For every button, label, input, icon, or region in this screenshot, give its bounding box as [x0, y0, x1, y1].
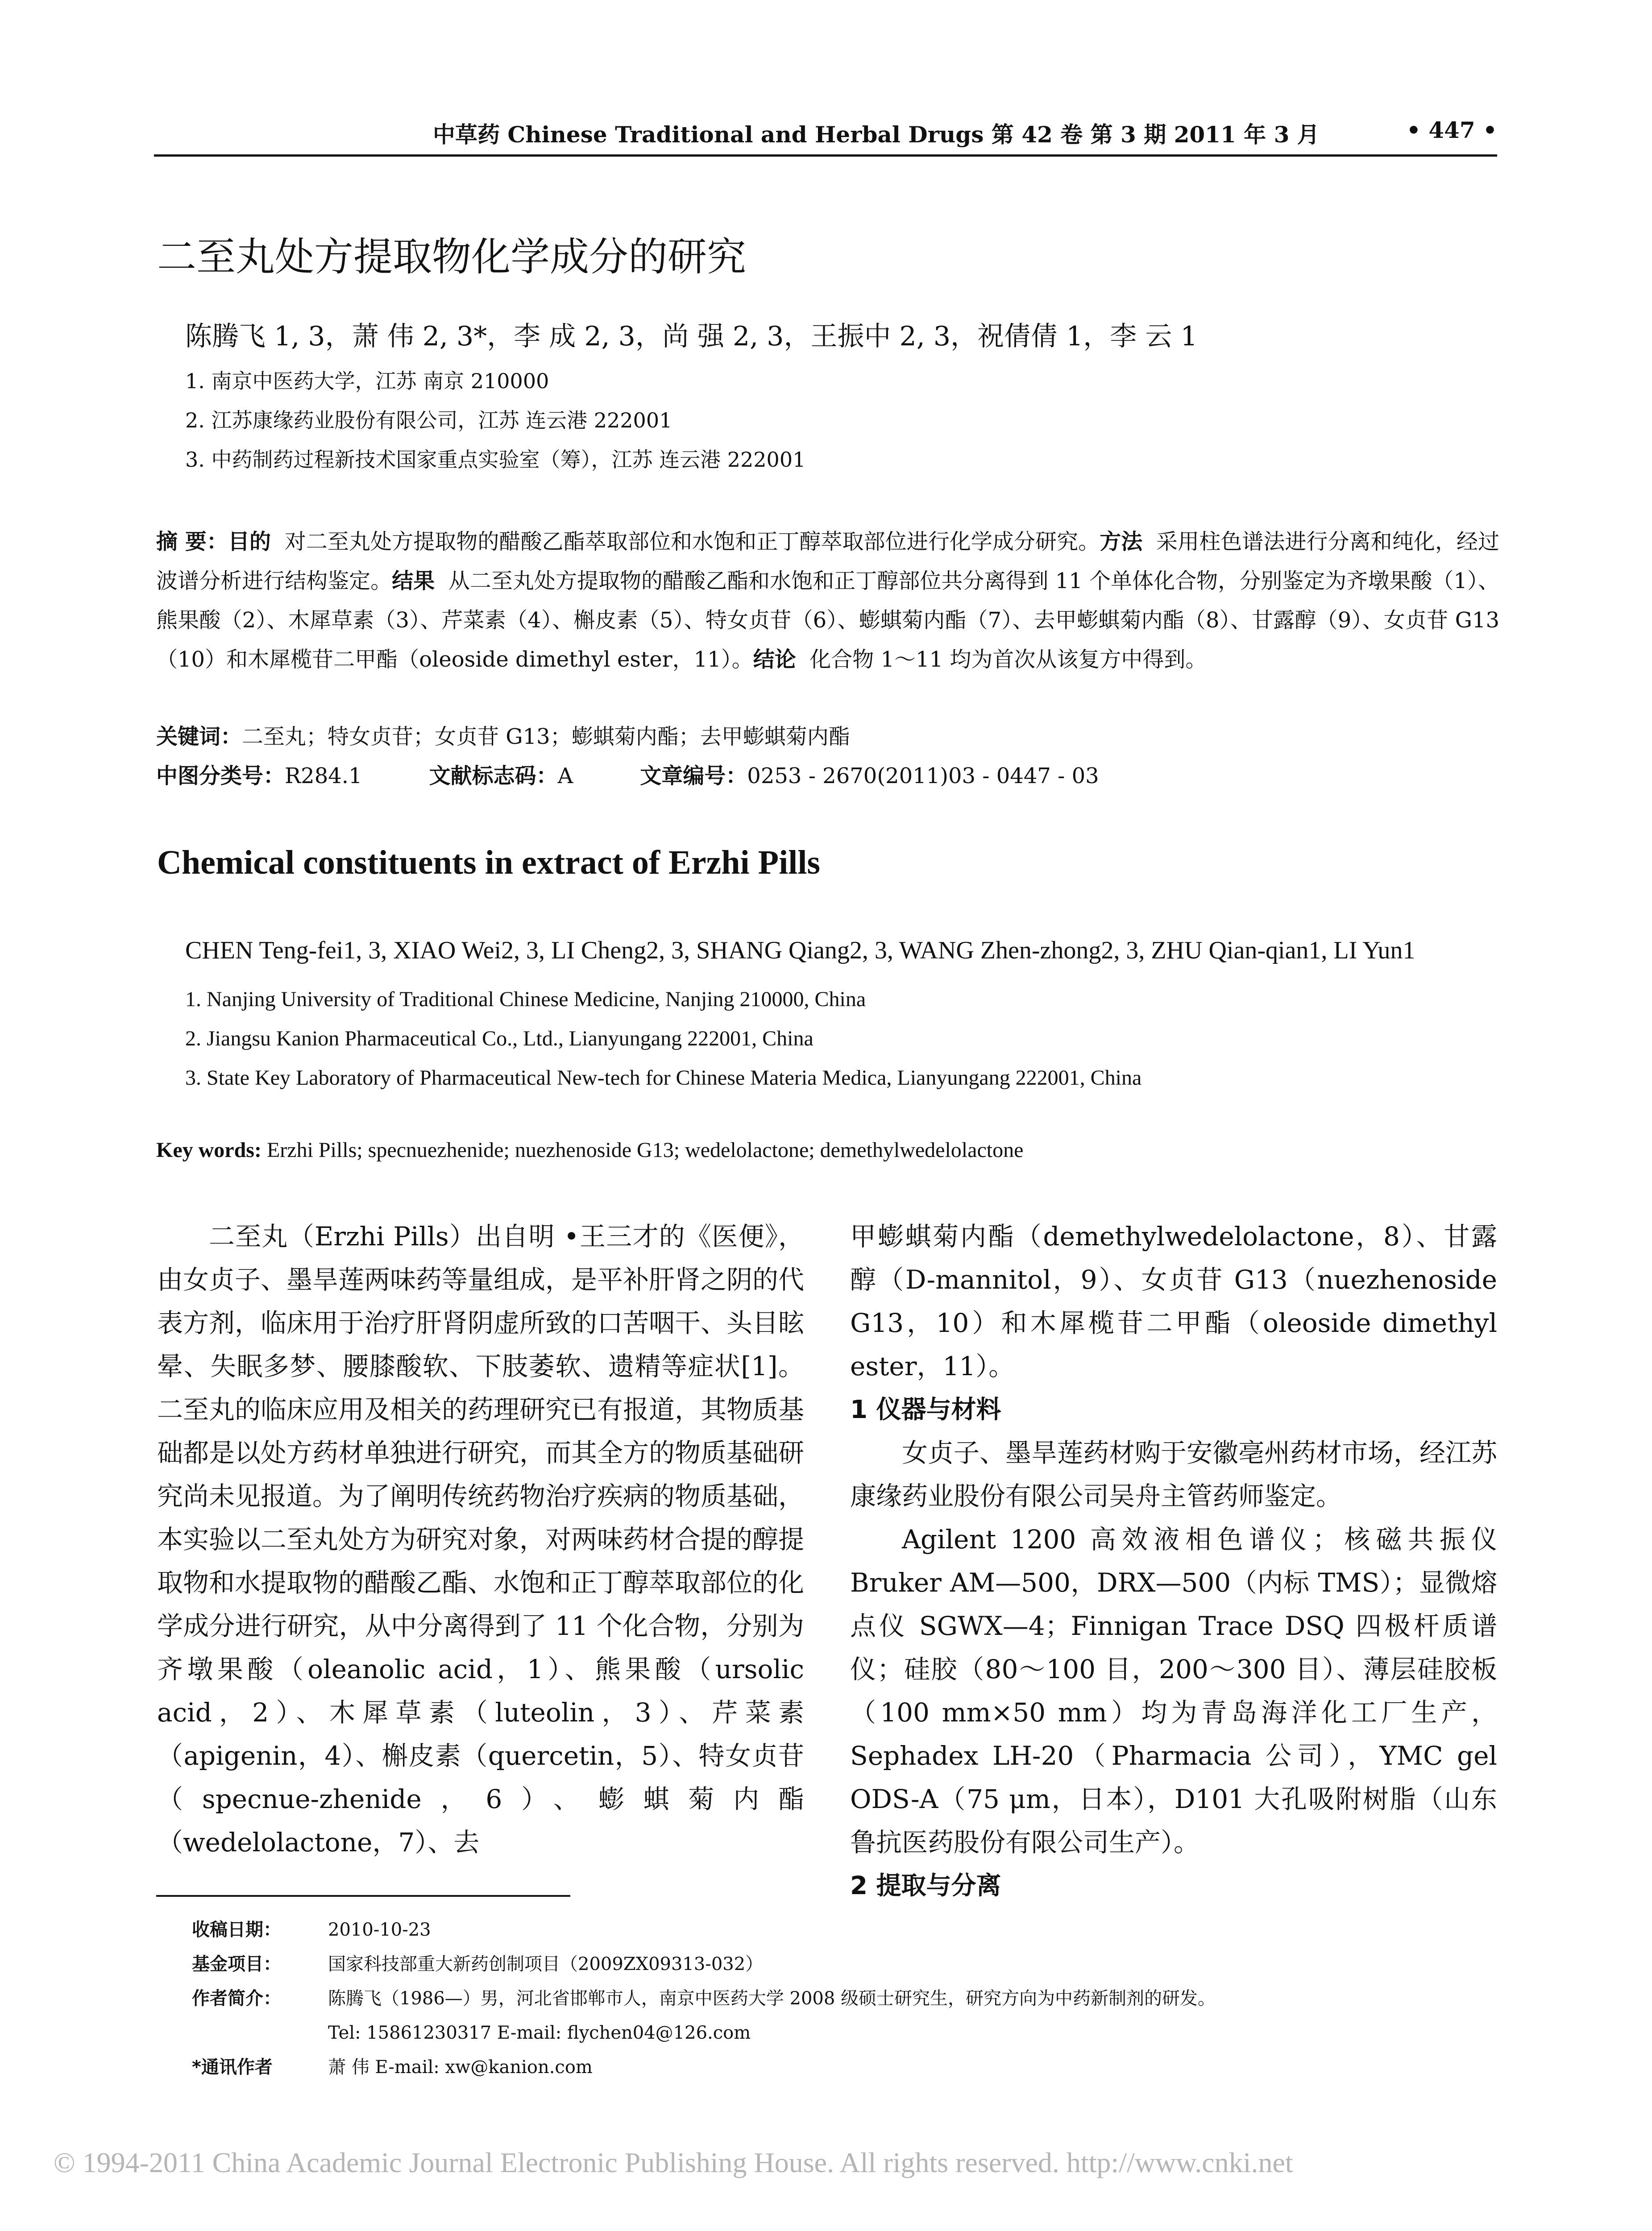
received-date: 2010-10-23 — [328, 1920, 431, 1940]
affiliations-cn — [185, 361, 805, 479]
footnote-bio — [192, 1982, 1216, 2016]
intro-continuation: 甲蟛蜞菊内酯（demethylwedelolactone，8）、甘露醇（D-mannitol，9）、女贞苷 G13（nuezhenoside G13，10）和木犀榄苷二甲酯（oleoside dimethyl ester，11）。 — [850, 1221, 1497, 1381]
fund-text: 国家科技部重大新药创制项目（2009ZX09313-032） — [328, 1954, 764, 1974]
footnote-fund — [192, 1947, 1216, 1982]
clc-value: R284.1 — [285, 763, 362, 788]
contact-text: Tel: 15861230317 E-mail: flychen04@126.com — [328, 2023, 751, 2043]
classification-line — [156, 759, 1099, 789]
footnote-corresponding — [192, 2050, 1216, 2085]
conclusion-text: 化合物 1～11 均为首次从该复方中得到。 — [809, 647, 1207, 672]
affiliation-cn-2: 2. 江苏康缘药业股份有限公司，江苏 连云港 222001 — [185, 408, 672, 432]
header-rule — [154, 154, 1497, 157]
article-no-label: 文章编号： — [640, 763, 747, 788]
body-right-column — [850, 1215, 1497, 1908]
journal-header: 中草药 Chinese Traditional and Herbal Drugs 第 42 卷 第 3 期 2011 年 3 月 — [433, 121, 1320, 148]
purpose-text: 对二至丸处方提取物的醋酸乙酯萃取部位和水饱和正丁醇萃取部位进行化学成分研究。 — [284, 529, 1100, 554]
doc-code-value: A — [557, 763, 573, 788]
title-cn: 二至丸处方提取物化学成分的研究 — [157, 234, 747, 280]
page-header — [154, 117, 1497, 153]
abstract-label: 摘 要： — [156, 529, 228, 554]
result-label: 结果 — [392, 568, 435, 593]
title-en: Chemical constituents in extract of Erzhi Pills — [157, 844, 821, 881]
authors-cn: 陈腾飞 1, 3，萧 伟 2, 3*，李 成 2, 3，尚 强 2, 3，王振中 2, 3，祝倩倩 1，李 云 1 — [185, 321, 1198, 352]
copyright-notice: © 1994-2011 China Academic Journal Electronic Publishing House. All rights reserved. http://www.cnki.net — [54, 2147, 1293, 2178]
affiliations-en — [185, 980, 1141, 1098]
corresponding-label: *通讯作者 — [192, 2057, 273, 2078]
keywords-cn-label: 关键词： — [156, 724, 242, 749]
keywords-en — [156, 1138, 1023, 1162]
footnote-rule — [156, 1895, 570, 1897]
materials-paragraph: 女贞子、墨旱莲药材购于安徽亳州药材市场，经江苏康缘药业股份有限公司吴舟主管药师鉴定。 — [850, 1438, 1498, 1511]
affiliation-en-2: 2. Jiangsu Kanion Pharmaceutical Co., Ltd., Lianyungang 222001, China — [185, 1027, 814, 1050]
clc-label: 中图分类号： — [156, 763, 285, 788]
received-label: 收稿日期： — [192, 1920, 281, 1940]
result-text: 从二至丸处方提取物的醋酸乙酯和水饱和正丁醇部位共分离得到 11 个单体化合物，分别鉴定为齐墩果酸（1）、熊果酸（2）、木犀草素（3）、芹菜素（4）、槲皮素（5）、特女贞苷（6）、蟛蜞菊内酯（7）、去甲蟛蜞菊内酯（8）、甘露醇（9）、女贞苷 G13（10）和木犀榄苷二甲酯（oleoside dimethyl ester，11）。 — [156, 568, 1499, 672]
intro-paragraph: 二至丸（Erzhi Pills）出自明 •王三才的《医便》，由女贞子、墨旱莲两味药等量组成，是平补肝肾之阴的代表方剂，临床用于治疗肝肾阴虚所致的口苦咽干、头目眩晕、失眠多梦、腰膝酸软、下肢萎软、遗精等症状[1]。二至丸的临床应用及相关的药理研究已有报道，其物质基础都是以处方药材单独进行研究，而其全方的物质基础研究尚未见报道。为了阐明传统药物治疗疾病的物质基础，本实验以二至丸处方为研究对象，对两味药材合提的醇提取物和水提取物的醋酸乙酯、水饱和正丁醇萃取部位的化学成分进行研究，从中分离得到了 11 个化合物，分别为齐墩果酸（oleanolic acid，1）、熊果酸（ursolic acid，2）、木犀草素（luteolin，3）、芹菜素（apigenin，4）、槲皮素（quercetin，5）、特女贞苷（specnue-zhenide，6）、蟛蜞菊内酯（wedelolactone，7）、去 — [157, 1221, 805, 1858]
method-label: 方法 — [1100, 529, 1143, 554]
body-left-column — [157, 1215, 804, 1864]
affiliation-cn-3: 3. 中药制药过程新技术国家重点实验室（筹），江苏 连云港 222001 — [185, 448, 806, 472]
bio-label: 作者简介： — [192, 1988, 281, 2009]
section-1-heading: 1 仪器与材料 — [850, 1395, 1001, 1424]
fund-label: 基金项目： — [192, 1954, 281, 1974]
footnotes — [192, 1913, 1216, 2085]
affiliation-en-3: 3. State Key Laboratory of Pharmaceutical New-tech for Chinese Materia Medica, Lianyungang 222001, China — [185, 1066, 1142, 1090]
doc-code-label: 文献标志码： — [429, 763, 558, 788]
keywords-en-text: Erzhi Pills; specnuezhenide; nuezhenoside G13; wedelolactone; demethylwedelolactone — [266, 1138, 1024, 1162]
page-number: • 447 • — [1406, 117, 1497, 143]
abstract-cn — [156, 522, 1499, 679]
affiliation-cn-1: 1. 南京中医药大学，江苏 南京 210000 — [185, 369, 549, 393]
article-no-value: 0253 - 2670(2011)03 - 0447 - 03 — [747, 763, 1099, 788]
footnote-received — [192, 1913, 1216, 1947]
keywords-cn — [156, 719, 850, 750]
conclusion-label: 结论 — [753, 647, 796, 672]
footnote-contact — [192, 2016, 1216, 2050]
instruments-paragraph: Agilent 1200 高效液相色谱仪；核磁共振仪 Bruker AM—500，DRX—500（内标 TMS）；显微熔点仪 SGWX—4；Finnigan Trace DSQ 四极杆质谱仪；硅胶（80～100 目，200～300 目）、薄层硅胶板（100 mm×50 mm）均为青岛海洋化工厂生产，Sephadex LH-20（Pharmacia 公司），YMC gel ODS-A（75 μm，日本），D101 大孔吸附树脂（山东鲁抗医药股份有限公司生产）。 — [850, 1524, 1497, 1858]
keywords-en-label: Key words: — [156, 1138, 261, 1162]
authors-en: CHEN Teng-fei1, 3, XIAO Wei2, 3, LI Cheng2, 3, SHANG Qiang2, 3, WANG Zhen-zhong2, 3, ZHU Qian-qian1, LI Yun1 — [185, 937, 1415, 964]
section-2-heading: 2 提取与分离 — [850, 1871, 1001, 1900]
bio-text: 陈腾飞（1986—）男，河北省邯郸市人，南京中医药大学 2008 级硕士研究生，研究方向为中药新制剂的研发。 — [328, 1988, 1216, 2009]
affiliation-en-1: 1. Nanjing University of Traditional Chinese Medicine, Nanjing 210000, China — [185, 987, 866, 1011]
purpose-label: 目的 — [228, 529, 271, 554]
method-text: 采用柱色谱法进行分离和纯化，经过波谱分析进行结构鉴定。 — [156, 529, 1499, 593]
corresponding-text: 萧 伟 E-mail: xw@kanion.com — [328, 2057, 593, 2078]
keywords-cn-text: 二至丸；特女贞苷；女贞苷 G13；蟛蜞菊内酯；去甲蟛蜞菊内酯 — [242, 724, 850, 749]
